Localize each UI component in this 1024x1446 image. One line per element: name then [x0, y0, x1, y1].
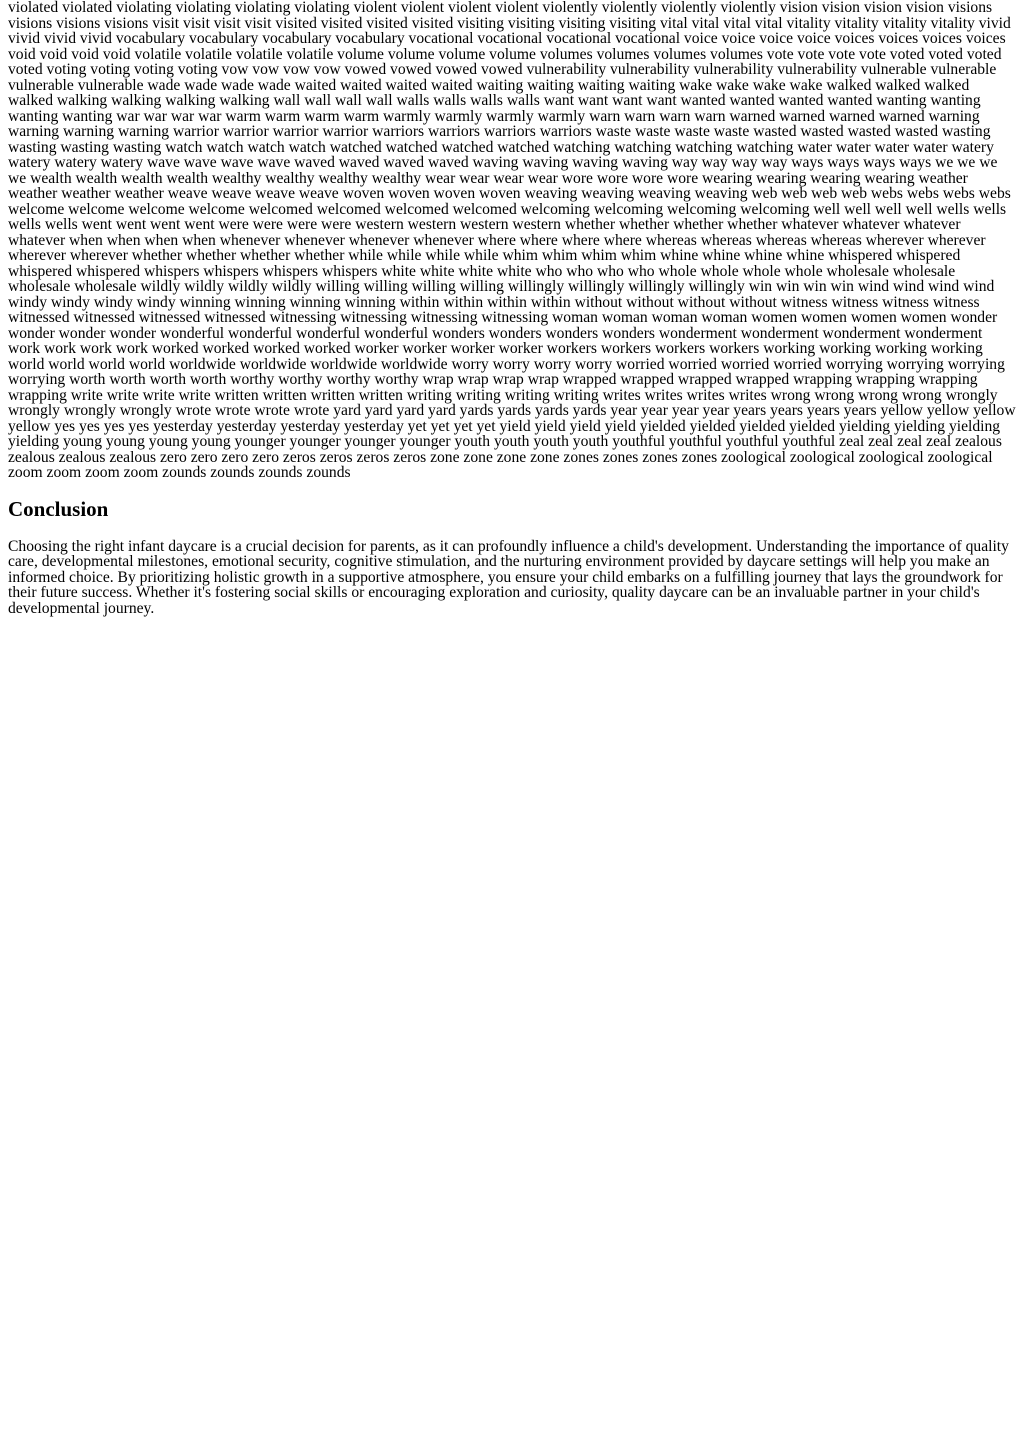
- word-list-paragraph: violated violated violating violating violating violating violent violent violent violent violently violently violently violently vision vision vision vision visions visions visions visions visit visit visit visit visited visited visited visited visiting visiting visiting visiting vital vital vital vital vitality vitality vitality vitality vivid vivid vivid vivid vocabulary vocabulary vocabulary vocabulary vocational vocational vocational vocational voice voice voice voice voices voices voices voices void void void void volatile volatile volatile volatile volume volume volume volume volumes volumes volumes volumes vote vote vote vote voted voted voted voted voting voting voting voting vow vow vow vow vowed vowed vowed vowed vulnerability vulnerability vulnerability vulnerability vulnerable vulnerable vulnerable vulnerable wade wade wade wade waited waited waited waited waiting waiting waiting waiting wake wake wake wake walked walked walked walked walking walking walking walking wall wall wall wall walls walls walls walls want want want want wanted wanted wanted wanted wanting wanting wanting wanting war war war war warm warm warm warm warmly warmly warmly warmly warn warn warn warn warned warned warned warned warning warning warning warning warrior warrior warrior warrior warriors warriors warriors warriors waste waste waste waste wasted wasted wasted wasted wasting wasting wasting wasting watch watch watch watch watched watched watched watched watching watching watching watching water water water water watery watery watery watery wave wave wave wave waved waved waved waved waving waving waving waving way way way way ways ways ways ways we we we we wealth wealth wealth wealth wealthy wealthy wealthy wealthy wear wear wear wear wore wore wore wore wearing wearing wearing wearing weather weather weather weather weave weave weave weave woven woven woven woven weaving weaving weaving weaving web web web web webs webs webs webs welcome welcome welcome welcome welcomed welcomed welcomed welcomed welcoming welcoming welcoming welcoming well well well well wells wells wells wells went went went went were were were were western western western western whether whether whether whether whatever whatever whatever whatever when when when when whenever whenever whenever whenever where where where where whereas whereas whereas whereas wherever wherever wherever wherever whether whether whether whether while while while while whim whim whim whim whine whine whine whine whispered whispered whispered whispered whispers whispers whispers whispers white white white white who who who who whole whole whole whole wholesale wholesale wholesale wholesale wildly wildly wildly wildly willing willing willing willing willingly willingly willingly willingly win win win win wind wind wind wind windy windy windy windy winning winning winning winning within within within within without without without without witness witness witness witness witnessed witnessed witnessed witnessed witnessing witnessing witnessing witnessing woman woman woman woman women women women women wonder wonder wonder wonder wonderful wonderful wonderful wonderful wonders wonders wonders wonders wonderment wonderment wonderment wonderment work work work work worked worked worked worked worker worker worker worker workers workers workers workers working working working working world world world world worldwide worldwide worldwide worldwide worry worry worry worry worried worried worried worried worrying worrying worrying worrying worth worth worth worth worthy worthy worthy worthy wrap wrap wrap wrap wrapped wrapped wrapped wrapped wrapping wrapping wrapping wrapping write write write write written written written written writing writing writing writing writes writes writes writes wrong wrong wrong wrong wrongly wrongly wrongly wrongly wrote wrote wrote wrote yard yard yard yard yards yards yards yards year year year year years years years years yellow yellow yellow yellow yes yes yes yes yesterday yesterday yesterday yesterday yet yet yet yet yield yield yield yield yielded yielded yielded yielded yielding yielding yielding yielding young young young young younger younger younger younger youth youth youth youth youthful youthful youthful youthful zeal zeal zeal zeal zealous zealous zealous zealous zero zero zero zero zeros zeros zeros zeros zone zone zone zone zones zones zones zones zoological zoological zoological zoological zoom zoom zoom zoom zounds zounds zounds zounds: [8, 0, 1016, 481]
- conclusion-paragraph: Choosing the right infant daycare is a crucial decision for parents, as it can profoundly influence a child's development. Understanding the importance of quality care, developmental milestones, emotional security, cognitive stimulation, and the nurturing environment provided by daycare settings will help you make an informed choice. By prioritizing holistic growth in a supportive atmosphere, you ensure your child embarks on a fulfilling journey that lays the groundwork for their future success. Whether it's fostering social skills or encouraging exploration and curiosity, quality daycare can be an invaluable partner in your child's developmental journey.: [8, 537, 1009, 617]
- conclusion-heading: Conclusion: [8, 496, 109, 521]
